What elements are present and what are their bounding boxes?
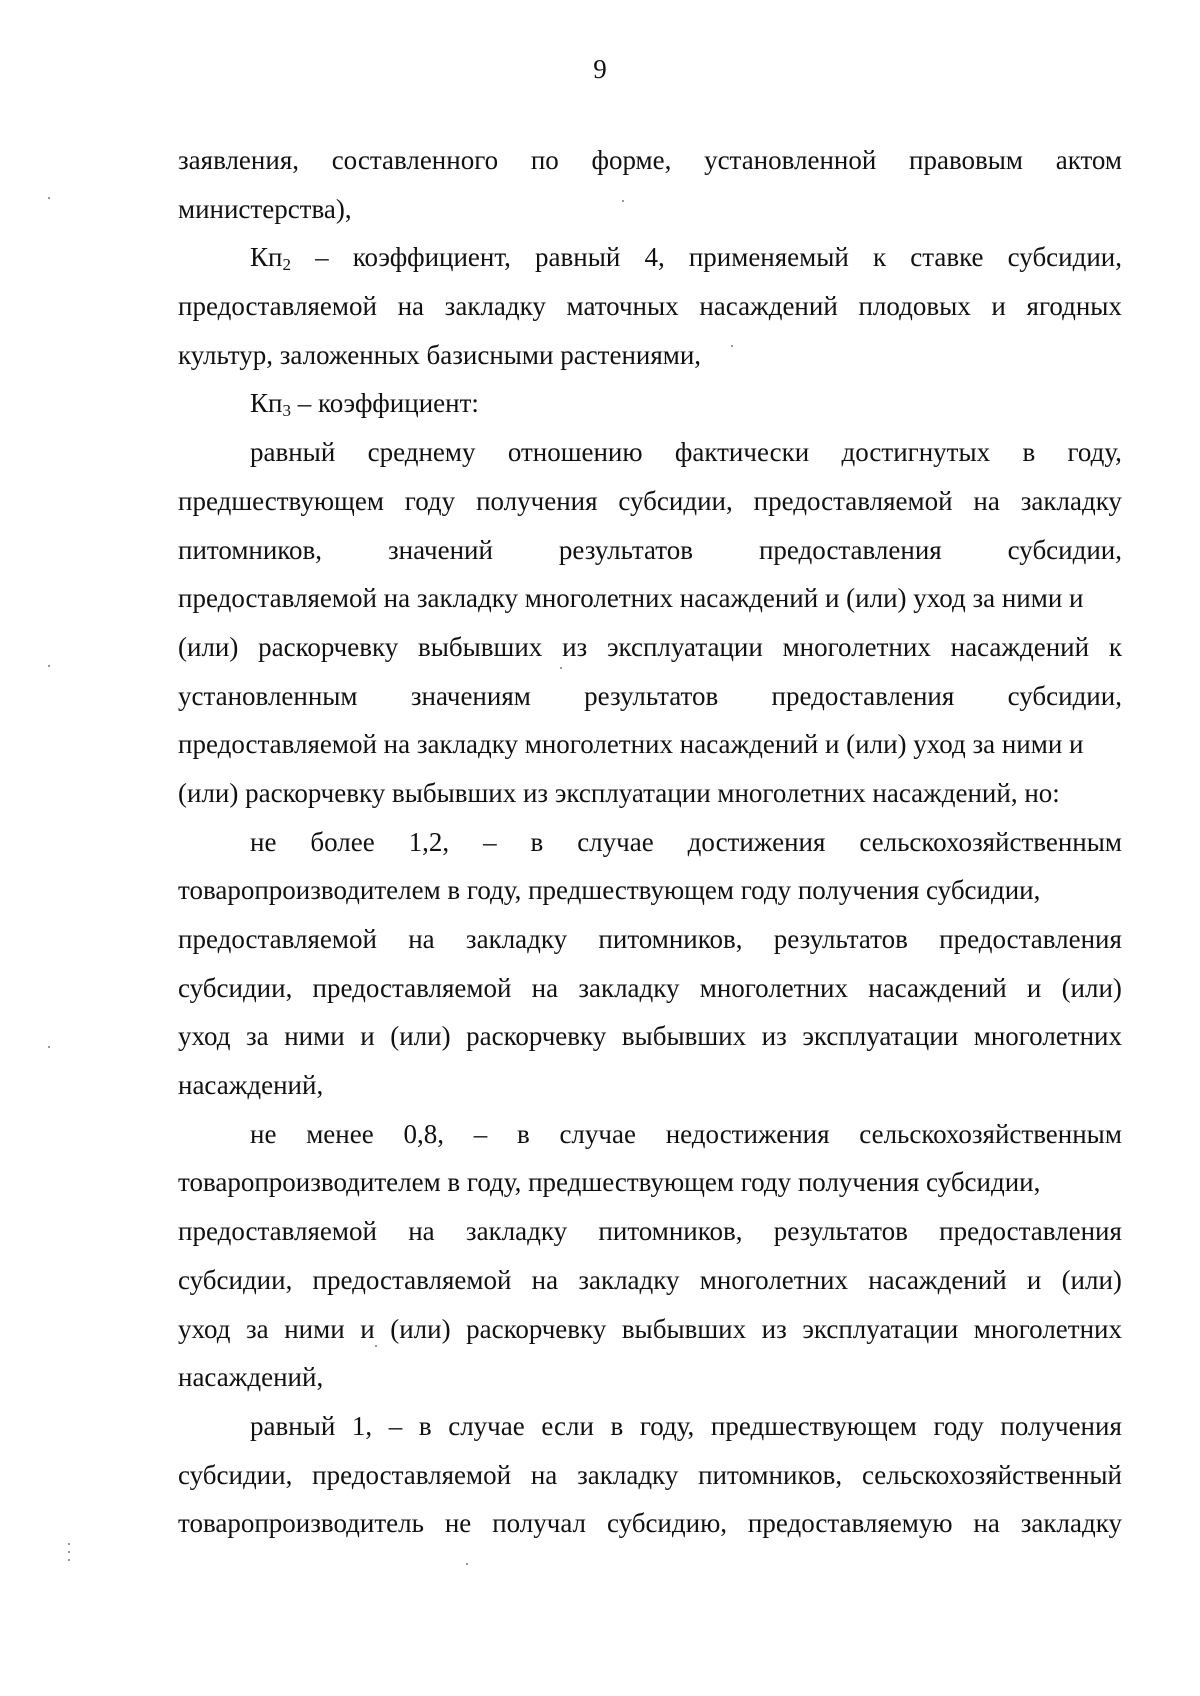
text-word: насаждений, (178, 1362, 324, 1393)
text-line (178, 964, 1122, 1013)
text-line (178, 574, 1122, 623)
text-word: ягодных (1026, 291, 1122, 322)
scan-speck (48, 665, 50, 667)
text-word: предшествующем (178, 485, 384, 516)
scan-speck (375, 1345, 377, 1347)
text-word: значениям (410, 680, 531, 711)
text-word: в (610, 1410, 624, 1441)
text-word: за (246, 1021, 269, 1052)
text-word: многолетних (973, 1313, 1122, 1344)
text-word: закладку (578, 1264, 680, 1295)
text-word: установленным (178, 680, 358, 711)
text-word: на (973, 485, 1000, 516)
text-word: товаропроизводитель (178, 1508, 424, 1539)
text-word: случае (448, 1410, 525, 1441)
text-line (178, 1451, 1122, 1500)
text-word: не (250, 826, 277, 857)
text-word: предоставляемой (178, 924, 377, 954)
text-word: 0,8, (403, 1118, 444, 1149)
text-word: предоставления (758, 534, 942, 565)
text-word: правовым (909, 145, 1024, 175)
text-word: на (531, 972, 559, 1003)
text-word: маточных (566, 291, 679, 322)
text-line (178, 1305, 1122, 1354)
text-word: выбывших (418, 631, 543, 662)
text-word: результатов (558, 534, 693, 565)
text-word: году, (639, 1410, 695, 1441)
text-word: предоставляемой на закладку многолетних насаждений и (или) уход за ними и (178, 583, 1084, 614)
text-word: не (250, 1118, 277, 1149)
text-word: и (991, 291, 1006, 322)
text-word: если (541, 1410, 594, 1441)
text-word: 1, (351, 1410, 373, 1441)
text-line (178, 1499, 1122, 1548)
text-word: форме, (591, 145, 672, 175)
text-word: составленного (331, 145, 499, 175)
text-word: многолетних (699, 972, 848, 1003)
text-word: результатов (584, 680, 719, 711)
text-word: достижения (687, 826, 826, 857)
text-word: закладку (1020, 1508, 1122, 1539)
text-word: результатов (773, 924, 908, 954)
text-word: среднему (367, 437, 476, 468)
text-word: 4, (644, 242, 665, 273)
text-line (178, 672, 1122, 721)
text-word: из (761, 1021, 787, 1052)
text-word: равный (535, 242, 621, 273)
text-word: эксплуатации (606, 631, 763, 662)
text-word: году, (1067, 437, 1122, 468)
text-word: более (310, 826, 375, 857)
text-word: году (933, 1410, 984, 1441)
text-word: ними (284, 1313, 345, 1344)
text-word: в (418, 1410, 432, 1441)
text-word: субсидии, (1007, 534, 1122, 565)
text-word: и (1026, 1264, 1042, 1295)
text-word: субсидии, (178, 1459, 293, 1490)
body-text (178, 136, 1122, 1548)
text-word: закладку (1020, 485, 1122, 516)
scan-speck (466, 1563, 468, 1565)
text-word: многолетних (699, 1264, 848, 1295)
text-line (178, 720, 1122, 769)
scan-speck (48, 197, 50, 199)
text-word: (или) (390, 1021, 451, 1052)
text-word: предоставления (939, 924, 1122, 954)
text-word: за (246, 1313, 269, 1344)
text-word: предоставляемой (753, 485, 953, 516)
text-word: в (530, 826, 544, 857)
text-word: равный (250, 437, 336, 468)
text-word: предоставляемой (178, 1216, 377, 1247)
text-word: актом (1055, 145, 1122, 175)
text-line (178, 1402, 1122, 1451)
text-word: применяемый (688, 242, 849, 273)
text-word: к (1108, 631, 1122, 662)
text-word: субсидии, (178, 1264, 293, 1295)
text-line (178, 623, 1122, 672)
text-word: предоставления (939, 1216, 1122, 1247)
scan-speck (622, 200, 624, 202)
coefficient-kp3: $Кп_3$ (250, 388, 291, 421)
text-word: закладку (465, 1216, 568, 1247)
text-word: достигнутых (841, 437, 991, 468)
text-word: предоставляемую (747, 1508, 953, 1539)
text-word: министерства), (178, 193, 352, 224)
text-word: раскорчевку (466, 1313, 607, 1344)
text-word: получения (476, 485, 598, 516)
text-word: установленной (704, 145, 877, 175)
text-word: эксплуатации (802, 1021, 959, 1052)
text-word: (или) (1061, 1264, 1122, 1295)
text-line (178, 1110, 1122, 1159)
text-word: на (408, 924, 435, 954)
text-word: случае (559, 1118, 636, 1149)
text-word: получения (1000, 1410, 1122, 1441)
text-word: закладку (465, 924, 568, 954)
text-word: фактически (674, 437, 810, 468)
text-word: в (516, 1118, 530, 1149)
text-line (178, 1353, 1122, 1402)
text-word: (или) (1061, 972, 1122, 1003)
text-word: насаждений (868, 1264, 1007, 1295)
text-word: закладку (444, 291, 546, 322)
scan-speck (68, 1559, 70, 1561)
text-word: к (872, 242, 887, 273)
text-word: году (404, 485, 456, 516)
text-line (178, 769, 1122, 818)
text-word: товаропроизводителем в году, предшествующем году получения субсидии, (178, 875, 1041, 906)
text-word: питомников, (698, 1459, 843, 1490)
text-line (178, 818, 1122, 867)
text-word: многолетних (973, 1021, 1122, 1052)
text-word: – (315, 242, 329, 273)
text-word: (или) (390, 1313, 451, 1344)
text-line (178, 915, 1122, 964)
text-word: эксплуатации (802, 1313, 959, 1344)
text-word: питомников, (598, 924, 743, 954)
text-word: закладку (578, 972, 680, 1003)
text-word: культур, заложенных базисными растениями, (178, 339, 702, 370)
text-word: насаждений (868, 972, 1007, 1003)
text-word: не (444, 1508, 472, 1539)
text-line (178, 1012, 1122, 1061)
text-word: субсидии, (178, 972, 293, 1003)
subscript: 3 (282, 401, 291, 421)
text-word: ними (284, 1021, 345, 1052)
text-word: предоставляемой (312, 1459, 512, 1490)
text-word: питомников, (178, 534, 323, 565)
text-word: коэффициент, (352, 242, 511, 273)
subscript: 2 (282, 255, 291, 275)
text-word: (или) раскорчевку выбывших из эксплуатации многолетних насаждений, но: (178, 777, 1060, 808)
text-word: недостижения (665, 1118, 830, 1149)
text-word: – (483, 826, 497, 857)
text-word: предоставляемой на закладку многолетних насаждений и (или) уход за ними и (178, 729, 1084, 760)
text-word: (или) (178, 631, 239, 662)
text-word: из (562, 631, 588, 662)
text-word: уход (178, 1021, 231, 1052)
text-line (178, 233, 1122, 282)
text-word: товаропроизводителем в году, предшествующем году получения субсидии, (178, 1167, 1041, 1198)
text-line (178, 428, 1122, 477)
text-word: насаждений (950, 631, 1090, 662)
text-word: уход (178, 1313, 231, 1344)
text-line (178, 477, 1122, 526)
text-word: предшествующем (710, 1410, 917, 1441)
text-word: – коэффициент: (297, 388, 479, 419)
text-word: случае (577, 826, 654, 857)
text-word: субсидии, (1007, 242, 1122, 273)
text-word: субсидии, (618, 485, 733, 516)
text-line (178, 185, 1122, 234)
scan-speck (48, 1046, 50, 1048)
text-line (178, 379, 1122, 428)
text-line (178, 1158, 1122, 1207)
text-word: значений (388, 534, 493, 565)
text-line (178, 1061, 1122, 1110)
text-word: питомников, (598, 1216, 743, 1247)
text-word: менее (306, 1118, 374, 1149)
coefficient-kp2: $Кп_2$ (250, 242, 291, 275)
text-word: – (473, 1118, 488, 1149)
text-word: субсидию, (606, 1508, 727, 1539)
text-word: на (397, 291, 424, 322)
text-line (178, 1207, 1122, 1256)
text-line (178, 282, 1122, 331)
text-word: и (1026, 972, 1042, 1003)
text-word: субсидии, (1007, 680, 1122, 711)
page-number: 9 (593, 54, 607, 84)
text-line (178, 136, 1122, 185)
text-word: по (530, 145, 559, 175)
text-line (178, 526, 1122, 575)
text-word: многолетних (782, 631, 931, 662)
text-word: предоставляемой (312, 972, 512, 1003)
scan-speck (68, 1551, 70, 1553)
text-line (178, 866, 1122, 915)
text-word: заявления, (178, 145, 299, 175)
text-word: раскорчевку (258, 631, 399, 662)
text-word: – (388, 1410, 403, 1441)
text-word: ставке (910, 242, 984, 273)
text-word: сельскохозяйственным (859, 826, 1122, 857)
text-word: раскорчевку (466, 1021, 607, 1052)
text-word: в (1022, 437, 1036, 468)
text-word: насаждений, (178, 1070, 324, 1101)
text-word: выбывших (621, 1021, 747, 1052)
text-word: отношению (507, 437, 643, 468)
text-word: на (530, 1459, 558, 1490)
text-word: и (360, 1313, 375, 1344)
text-word: и (360, 1021, 375, 1052)
text-word: из (761, 1313, 787, 1344)
text-word: выбывших (621, 1313, 747, 1344)
text-word: плодовых (858, 291, 971, 322)
text-word: получал (492, 1508, 587, 1539)
text-line (178, 331, 1122, 380)
text-word: сельскохозяйственный (861, 1459, 1122, 1490)
scan-speck (560, 667, 562, 669)
scan-speck (68, 1543, 70, 1545)
text-word: закладку (577, 1459, 679, 1490)
text-word: сельскохозяйственным (859, 1118, 1122, 1149)
text-word: предоставляемой (312, 1264, 512, 1295)
text-word: равный (250, 1410, 336, 1441)
text-word: результатов (773, 1216, 908, 1247)
text-word: насаждений (699, 291, 838, 322)
text-line (178, 1256, 1122, 1305)
text-word: на (408, 1216, 435, 1247)
text-word: 1,2, (408, 826, 450, 857)
text-word: на (973, 1508, 1000, 1539)
text-word: предоставления (771, 680, 955, 711)
text-word: на (531, 1264, 559, 1295)
scan-speck (731, 345, 733, 347)
text-word: предоставляемой (178, 291, 377, 322)
